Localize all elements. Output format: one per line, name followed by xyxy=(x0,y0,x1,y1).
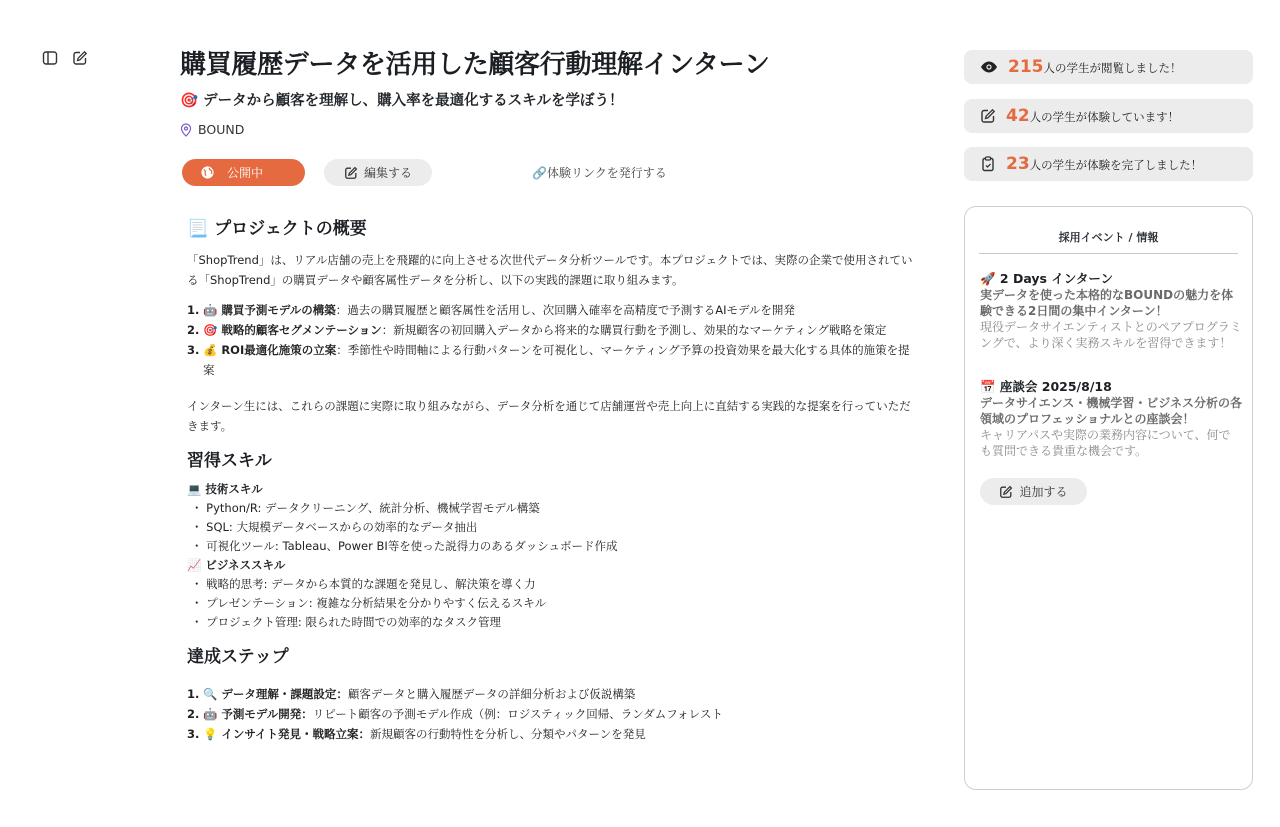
location-pin-icon xyxy=(180,123,192,137)
event-headline: データサイエンス・機械学習・ビジネス分析の各領域のプロフェッショナルとの座談会！ xyxy=(980,396,1242,426)
list-item xyxy=(187,340,915,380)
views-text: 人の学生が閲覧しました！ xyxy=(1043,61,1182,75)
edit-button-label: 編集する xyxy=(363,166,412,180)
eye-icon xyxy=(980,60,998,74)
action-row xyxy=(180,159,915,191)
overview-list xyxy=(187,300,915,380)
public-status-label: 公開中 xyxy=(227,166,264,180)
edit-icon xyxy=(980,108,996,124)
list-item xyxy=(187,684,915,704)
list-item: ・ プレゼンテーション: 複雑な分析結果を分かりやすく伝えるスキル xyxy=(191,596,547,610)
company-row xyxy=(180,122,915,137)
sidebar-toggle-icon[interactable] xyxy=(40,48,60,68)
list-item-text: リピート顧客の予測モデル作成（例：ロジスティック回帰、ランダムフォレスト xyxy=(312,707,723,721)
steps-list xyxy=(187,684,915,744)
views-stat xyxy=(964,50,1253,84)
list-item-title: 🤖 予測モデル開発： xyxy=(203,707,313,721)
event-card xyxy=(980,378,1242,459)
overview-intro: 「ShopTrend」は、リアル店舗の売上を飛躍的に向上させる次世代データ分析ツールです。本プロジェクトでは、実際の企業で使用されている「ShopTrend」の購買データや顧客属性データを分析し、以下の実践的課題に取り組みます。 xyxy=(187,253,913,287)
list-item-text: ：新規顧客の初回購入データから将来的な購買行動を予測し、効果的なマーケティング戦略を策定 xyxy=(381,323,887,337)
list-item: ・ Python/R: データクリーニング、統計分析、機械学習モデル構築 xyxy=(191,501,540,515)
list-item-title: 💰 ROI最適化施策の立案 xyxy=(203,343,337,357)
events-panel xyxy=(964,206,1253,790)
list-number: 3. xyxy=(187,727,200,741)
public-status-button[interactable] xyxy=(182,159,305,186)
event-body: キャリアパスや実際の業務内容について、何でも質問できる貴重な機会です。 xyxy=(980,428,1231,458)
completed-stat xyxy=(964,147,1253,181)
list-item-title: 🤖 購買予測モデルの構築 xyxy=(203,303,336,317)
compose-icon[interactable] xyxy=(70,48,90,68)
list-item: ・ 可視化ツール: Tableau、Power BI等を使った説得力のあるダッシュボード作成 xyxy=(191,539,618,553)
list-item-text: ：季節性や時間軸による行動パターンを可視化し、マーケティング予算の投資効果を最大化する具体的施策を提案 xyxy=(203,343,910,377)
list-item-title: 🎯 戦略的顧客セグメンテーション xyxy=(203,323,382,337)
tech-skills-heading: 💻 技術スキル xyxy=(187,482,263,496)
in-progress-count: 42 xyxy=(1006,106,1030,126)
list-item: ・ 戦略的思考: データから本質的な課題を発見し、解決策を導く力 xyxy=(191,577,536,591)
steps-heading: 達成ステップ xyxy=(187,647,289,667)
list-item-title: 🔍 データ理解・課題設定： xyxy=(203,687,348,701)
list-item xyxy=(187,320,915,340)
add-event-label: 追加する xyxy=(1019,485,1068,499)
main-header xyxy=(180,46,915,191)
views-count: 215 xyxy=(1008,57,1044,77)
in-progress-stat xyxy=(964,99,1253,133)
overview-heading: 📃 プロジェクトの概要 xyxy=(187,219,367,239)
list-number: 1. xyxy=(187,303,200,317)
list-number: 1. xyxy=(187,687,200,701)
list-item-text: 顧客データと購入履歴データの詳細分析および仮説構築 xyxy=(347,687,636,701)
event-card xyxy=(980,270,1242,351)
list-item xyxy=(187,704,915,724)
add-event-button[interactable] xyxy=(980,478,1087,505)
list-item xyxy=(187,300,915,320)
list-number: 2. xyxy=(187,707,200,721)
globe-icon xyxy=(200,165,215,180)
list-item: ・ SQL: 大規模データベースからの効率的なデータ抽出 xyxy=(191,520,478,534)
event-headline: 実データを使った本格的なBOUNDの魅力を体験できる2日間の集中インターン！ xyxy=(980,288,1234,318)
company-name: BOUND xyxy=(198,122,245,137)
event-body: 現役データサイエンティストとのペアプログラミングで、より深く実務スキルを習得できます！ xyxy=(980,320,1242,350)
event-title: 🚀 2 Days インターン xyxy=(980,271,1114,286)
completed-text: 人の学生が体験を完了しました！ xyxy=(1029,158,1203,172)
page-subtitle: 🎯 データから顧客を理解し、購入率を最適化するスキルを学ぼう！ xyxy=(180,93,624,109)
completed-count: 23 xyxy=(1006,154,1030,174)
list-number: 3. xyxy=(187,343,200,357)
in-progress-text: 人の学生が体験しています！ xyxy=(1029,110,1180,124)
edit-icon xyxy=(344,166,358,180)
list-item-text: 新規顧客の行動特性を分析し、分類やパターンを発見 xyxy=(370,727,646,741)
issue-link-button[interactable]: 🔗体験リンクを発行する xyxy=(532,166,667,180)
list-number: 2. xyxy=(187,323,200,337)
top-toolbar xyxy=(40,48,90,68)
list-item xyxy=(187,724,915,744)
business-skills-heading: 📈 ビジネススキル xyxy=(187,558,286,572)
event-title: 📅 座談会 2025/8/18 xyxy=(980,379,1112,394)
events-panel-title: 採用イベント / 情報 xyxy=(979,229,1238,254)
project-content xyxy=(187,216,915,744)
edit-icon xyxy=(999,485,1013,499)
clipboard-icon xyxy=(980,156,996,172)
page-title: 購買履歴データを活用した顧客行動理解インターン xyxy=(180,50,770,80)
list-item-title: 💡 インサイト発見・戦略立案： xyxy=(203,727,371,741)
edit-button[interactable] xyxy=(324,159,432,186)
list-item: ・ プロジェクト管理: 限られた時間での効率的なタスク管理 xyxy=(191,615,501,629)
list-item-text: ：過去の購買履歴と顧客属性を活用し、次回購入確率を高精度で予測するAIモデルを開発 xyxy=(335,303,795,317)
skills-heading: 習得スキル xyxy=(187,451,272,471)
overview-closing: インターン生には、これらの課題に実際に取り組みながら、データ分析を通じて店舗運営や売上向上に直結する実践的な提案を行っていただきます。 xyxy=(187,399,911,433)
